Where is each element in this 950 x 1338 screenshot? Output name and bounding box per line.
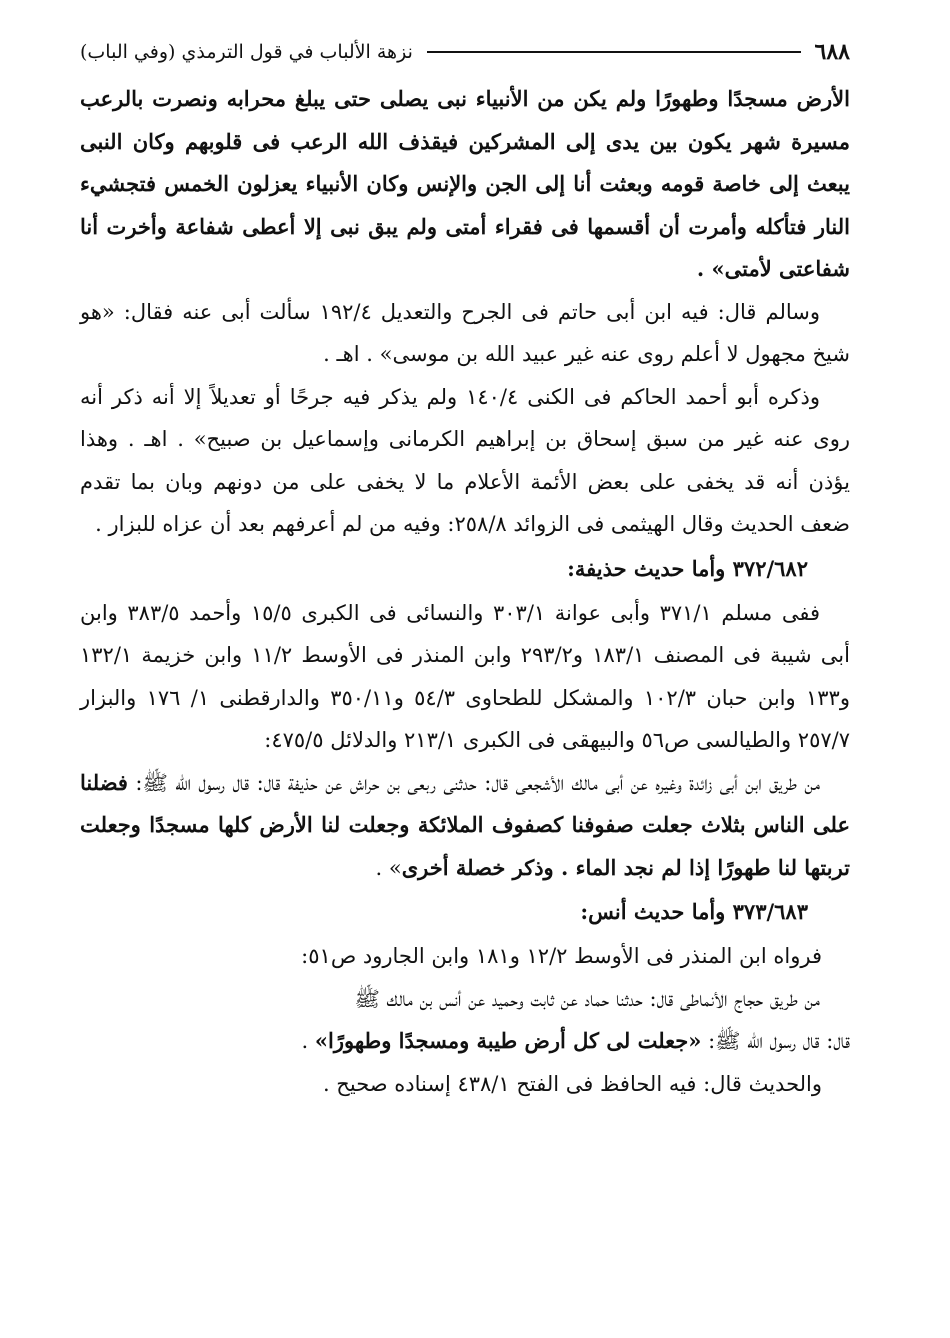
section-heading-anas: ٣٧٣/٦٨٣ وأما حديث أنس: (580, 899, 808, 924)
paragraph-sources-anas: فرواه ابن المنذر فى الأوسط ١٢/٢ و١٨١ وابن الجارود ص٥١: (301, 944, 822, 968)
page-header (80, 32, 850, 72)
paragraph-sources-hudhayfa: ففى مسلم ٣٧١/١ وأبى عوانة ٣٠٣/١ والنسائى فى الكبرى ١٥/٥ وأحمد ٣٨٣/٥ وابن أبى شيبة فى المصنف ١٨٣/١ و٢٩٣/٢ وابن المنذر فى الأوسط ١١/٢ وابن خزيمة ١٣٢/١ و١٣٣ وابن حبان ١٠٢/٣ والمشكل للطحاوى ٥٤/٣ و٣٥٠/١١ والدارقطنى ١/ ١٧٦ والبزار ٢٥٧/٧ والطيالسى ص٥٦ والبيهقى فى الكبرى ٢١٣/١ والدلائل ٤٧٥/٥: (80, 600, 850, 752)
header-rule (427, 51, 801, 53)
running-title: نزهة الألباب في قول الترمذي (وفي الباب) (80, 41, 413, 63)
hadith-quote-bold: فضلنا على الناس بثلاث جعلت صفوفنا كصفوف الملائكة وجعلت لنا الأرض كلها مسجدًا وجعلت تربتها لنا طهورًا إذا لم نجد الماء . وذكر خصلة أخرى (80, 769, 850, 880)
quote-end: » . (375, 855, 402, 880)
hadith-quote-anas-bold: «جعلت لى كل أرض طيبة ومسجدًا وطهورًا» (314, 1028, 702, 1053)
paragraph-quote-anas (80, 1020, 850, 1063)
paragraph-hakim: وذكره أبو أحمد الحاكم فى الكنى ١٤٠/٤ ولم يذكر فيه جرحًا أو تعديلاً إلا أنه ذكر أنه روى عنه غير من سبق إسحاق بن إبراهيم الكرمانى وإسماعيل بن صبيح» . اهـ . وهذا يؤذن أنه قد يخفى على بعض الأئمة الأعلام ما لا يخفى على من دونهم وبان بما تقدم ضعف الحديث وقال الهيثمى فى الزوائد ٢٥٨/٨: وفيه من لم أعرفهم بعد أن عزاه للبزار . (80, 384, 850, 536)
page-number: ٦٨٨ (814, 39, 850, 65)
quote-anas-end: . (301, 1029, 315, 1053)
paragraph-chain-anas: من طريق حجاج الأنماطى قال: حدثنا حماد عن ثابت وحميد عن أنس بن مالك ﷺ (354, 986, 820, 1011)
quote-intro: قال: قال رسول الله ﷺ: (701, 1029, 850, 1053)
chain-text: من طريق ابن أبى زائدة وغيره عن أبى مالك الأشجعى قال: حدثنى ربعى بن حراش عن حذيفة قال: قال رسول الله ﷺ: (127, 770, 820, 795)
section-heading-hudhayfa: ٣٧٢/٦٨٢ وأما حديث حذيفة: (567, 555, 808, 581)
hadith-text-paragraph: الأرض مسجدًا وطهورًا ولم يكن من الأنبياء نبى يصلى حتى يبلغ محرابه ونصرت بالرعب مسيرة شهر يكون بين يدى إلى المشركين فيقذف الله الرعب فى قلوبهم وكان النبى يبعث إلى خاصة قومه وبعثت أنا إلى الجن والإنس وكان الأنبياء يعزلون الخمس فتجشيء النار فتأكله وأمرت أن أقسمها فى فقراء أمتى ولم يبق نبى إلا أعطى شفاعة وأخرت أنا شفاعتى لأمتى» . (80, 86, 850, 281)
paragraph-chain-hudhayfa (80, 762, 850, 890)
paragraph-salim: وسالم قال: فيه ابن أبى حاتم فى الجرح والتعديل ١٩٢/٤ سألت أبى عنه فقال: «هو شيخ مجهول لا أعلم روى عنه غير عبيد الله بن موسى» . اهـ . (80, 299, 850, 366)
paragraph-hafiz-grading: والحديث قال: فيه الحافظ فى الفتح ٤٣٨/١ إسناده صحيح . (322, 1071, 822, 1096)
document-page (80, 32, 850, 1105)
